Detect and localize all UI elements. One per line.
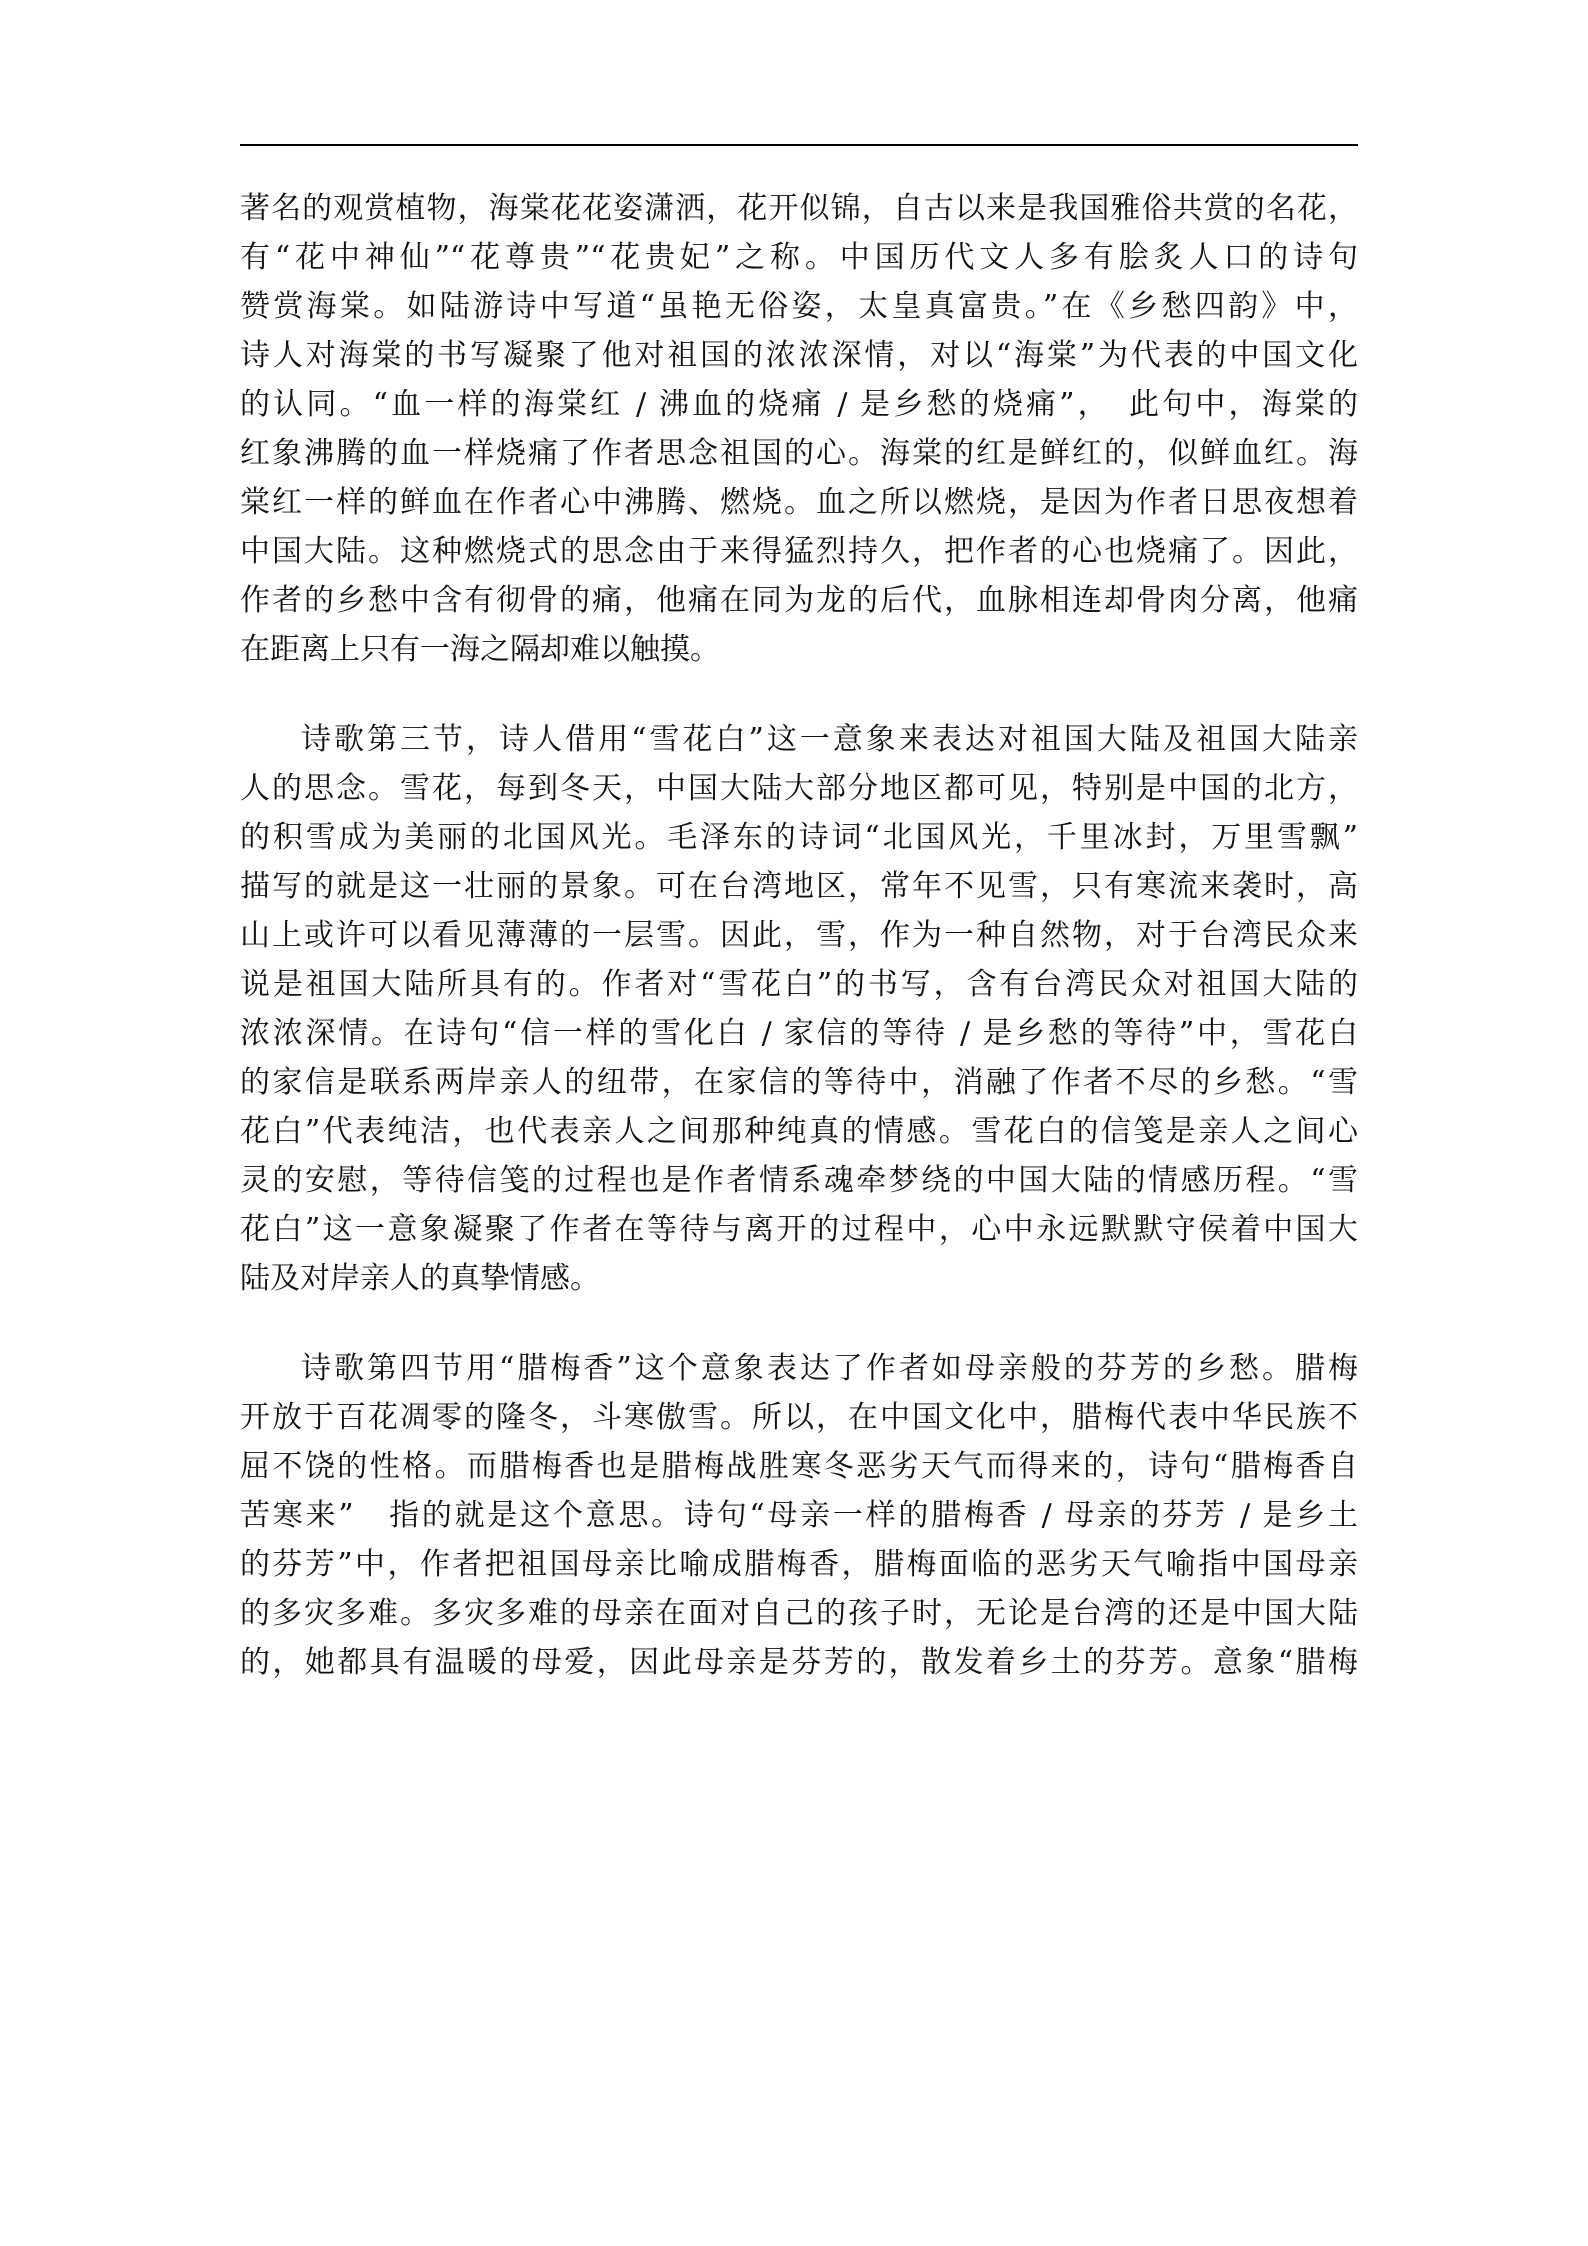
paragraph-xuehuabai bbox=[240, 715, 1358, 1303]
text-line: 的认同。“血一样的海棠红 / 沸血的烧痛 / 是乡愁的烧痛”， 此句中，海棠的 bbox=[240, 387, 1358, 422]
paragraph-spacer bbox=[240, 1303, 1358, 1344]
text-line: 著名的观赏植物，海棠花花姿潇洒，花开似锦，自古以来是我国雅俗共赏的名花， bbox=[240, 191, 1358, 226]
text-line: 说是祖国大陆所具有的。作者对“雪花白”的书写，含有台湾民众对祖国大陆的 bbox=[240, 967, 1358, 1002]
text-line: 山上或许可以看见薄薄的一层雪。因此，雪，作为一种自然物，对于台湾民众来 bbox=[240, 918, 1358, 953]
text-line: 赞赏海棠。如陆游诗中写道“虽艳无俗姿，太皇真富贵。”在《乡愁四韵》中， bbox=[240, 289, 1358, 324]
text-line: 的，她都具有温暖的母爱，因此母亲是芬芳的，散发着乡土的芬芳。意象“腊梅 bbox=[240, 1645, 1358, 1680]
text-line: 人的思念。雪花，每到冬天，中国大陆大部分地区都可见，特别是中国的北方， bbox=[240, 771, 1358, 806]
paragraph-lameixiang bbox=[240, 1344, 1358, 1687]
text-line: 作者的乡愁中含有彻骨的痛，他痛在同为龙的后代，血脉相连却骨肉分离，他痛 bbox=[240, 583, 1358, 618]
text-line: 的家信是联系两岸亲人的纽带，在家信的等待中，消融了作者不尽的乡愁。“雪 bbox=[240, 1065, 1358, 1100]
header-rule bbox=[240, 144, 1358, 146]
paragraph-haitang bbox=[240, 184, 1358, 674]
text-line: 中国大陆。这种燃烧式的思念由于来得猛烈持久，把作者的心也烧痛了。因此， bbox=[240, 534, 1358, 569]
text-line: 的积雪成为美丽的北国风光。毛泽东的诗词“北国风光，千里冰封，万里雪飘” bbox=[240, 820, 1358, 855]
text-line: 在距离上只有一海之隔却难以触摸。 bbox=[240, 632, 720, 667]
text-line: 屈不饶的性格。而腊梅香也是腊梅战胜寒冬恶劣天气而得来的，诗句“腊梅香自 bbox=[240, 1449, 1358, 1484]
text-line: 开放于百花凋零的隆冬，斗寒傲雪。所以，在中国文化中，腊梅代表中华民族不 bbox=[240, 1400, 1358, 1435]
text-line: 诗歌第四节用“腊梅香”这个意象表达了作者如母亲般的芬芳的乡愁。腊梅 bbox=[301, 1351, 1358, 1386]
text-line: 浓浓深情。在诗句“信一样的雪化白 / 家信的等待 / 是乡愁的等待”中，雪花白 bbox=[240, 1016, 1358, 1051]
text-line: 的多灾多难。多灾多难的母亲在面对自己的孩子时，无论是台湾的还是中国大陆 bbox=[240, 1596, 1358, 1631]
body-text bbox=[240, 184, 1358, 1687]
text-line: 陆及对岸亲人的真挚情感。 bbox=[240, 1261, 600, 1296]
paragraph-spacer bbox=[240, 674, 1358, 715]
text-line: 棠红一样的鲜血在作者心中沸腾、燃烧。血之所以燃烧，是因为作者日思夜想着 bbox=[240, 485, 1358, 520]
text-line: 描写的就是这一壮丽的景象。可在台湾地区，常年不见雪，只有寒流来袭时，高 bbox=[240, 869, 1358, 904]
text-line: 有“花中神仙”“花尊贵”“花贵妃”之称。中国历代文人多有脍炙人口的诗句 bbox=[240, 240, 1358, 275]
text-line: 诗歌第三节，诗人借用“雪花白”这一意象来表达对祖国大陆及祖国大陆亲 bbox=[301, 722, 1358, 757]
text-line: 苦寒来” 指的就是这个意思。诗句“母亲一样的腊梅香 / 母亲的芬芳 / 是乡土 bbox=[240, 1498, 1358, 1533]
text-line: 灵的安慰，等待信笺的过程也是作者情系魂牵梦绕的中国大陆的情感历程。“雪 bbox=[240, 1163, 1358, 1198]
text-line: 的芬芳”中，作者把祖国母亲比喻成腊梅香，腊梅面临的恶劣天气喻指中国母亲 bbox=[240, 1547, 1358, 1582]
text-line: 诗人对海棠的书写凝聚了他对祖国的浓浓深情，对以“海棠”为代表的中国文化 bbox=[240, 338, 1358, 373]
text-line: 红象沸腾的血一样烧痛了作者思念祖国的心。海棠的红是鲜红的，似鲜血红。海 bbox=[240, 436, 1358, 471]
text-line: 花白”代表纯洁，也代表亲人之间那种纯真的情感。雪花白的信笺是亲人之间心 bbox=[240, 1114, 1358, 1149]
text-line: 花白”这一意象凝聚了作者在等待与离开的过程中，心中永远默默守侯着中国大 bbox=[240, 1212, 1358, 1247]
